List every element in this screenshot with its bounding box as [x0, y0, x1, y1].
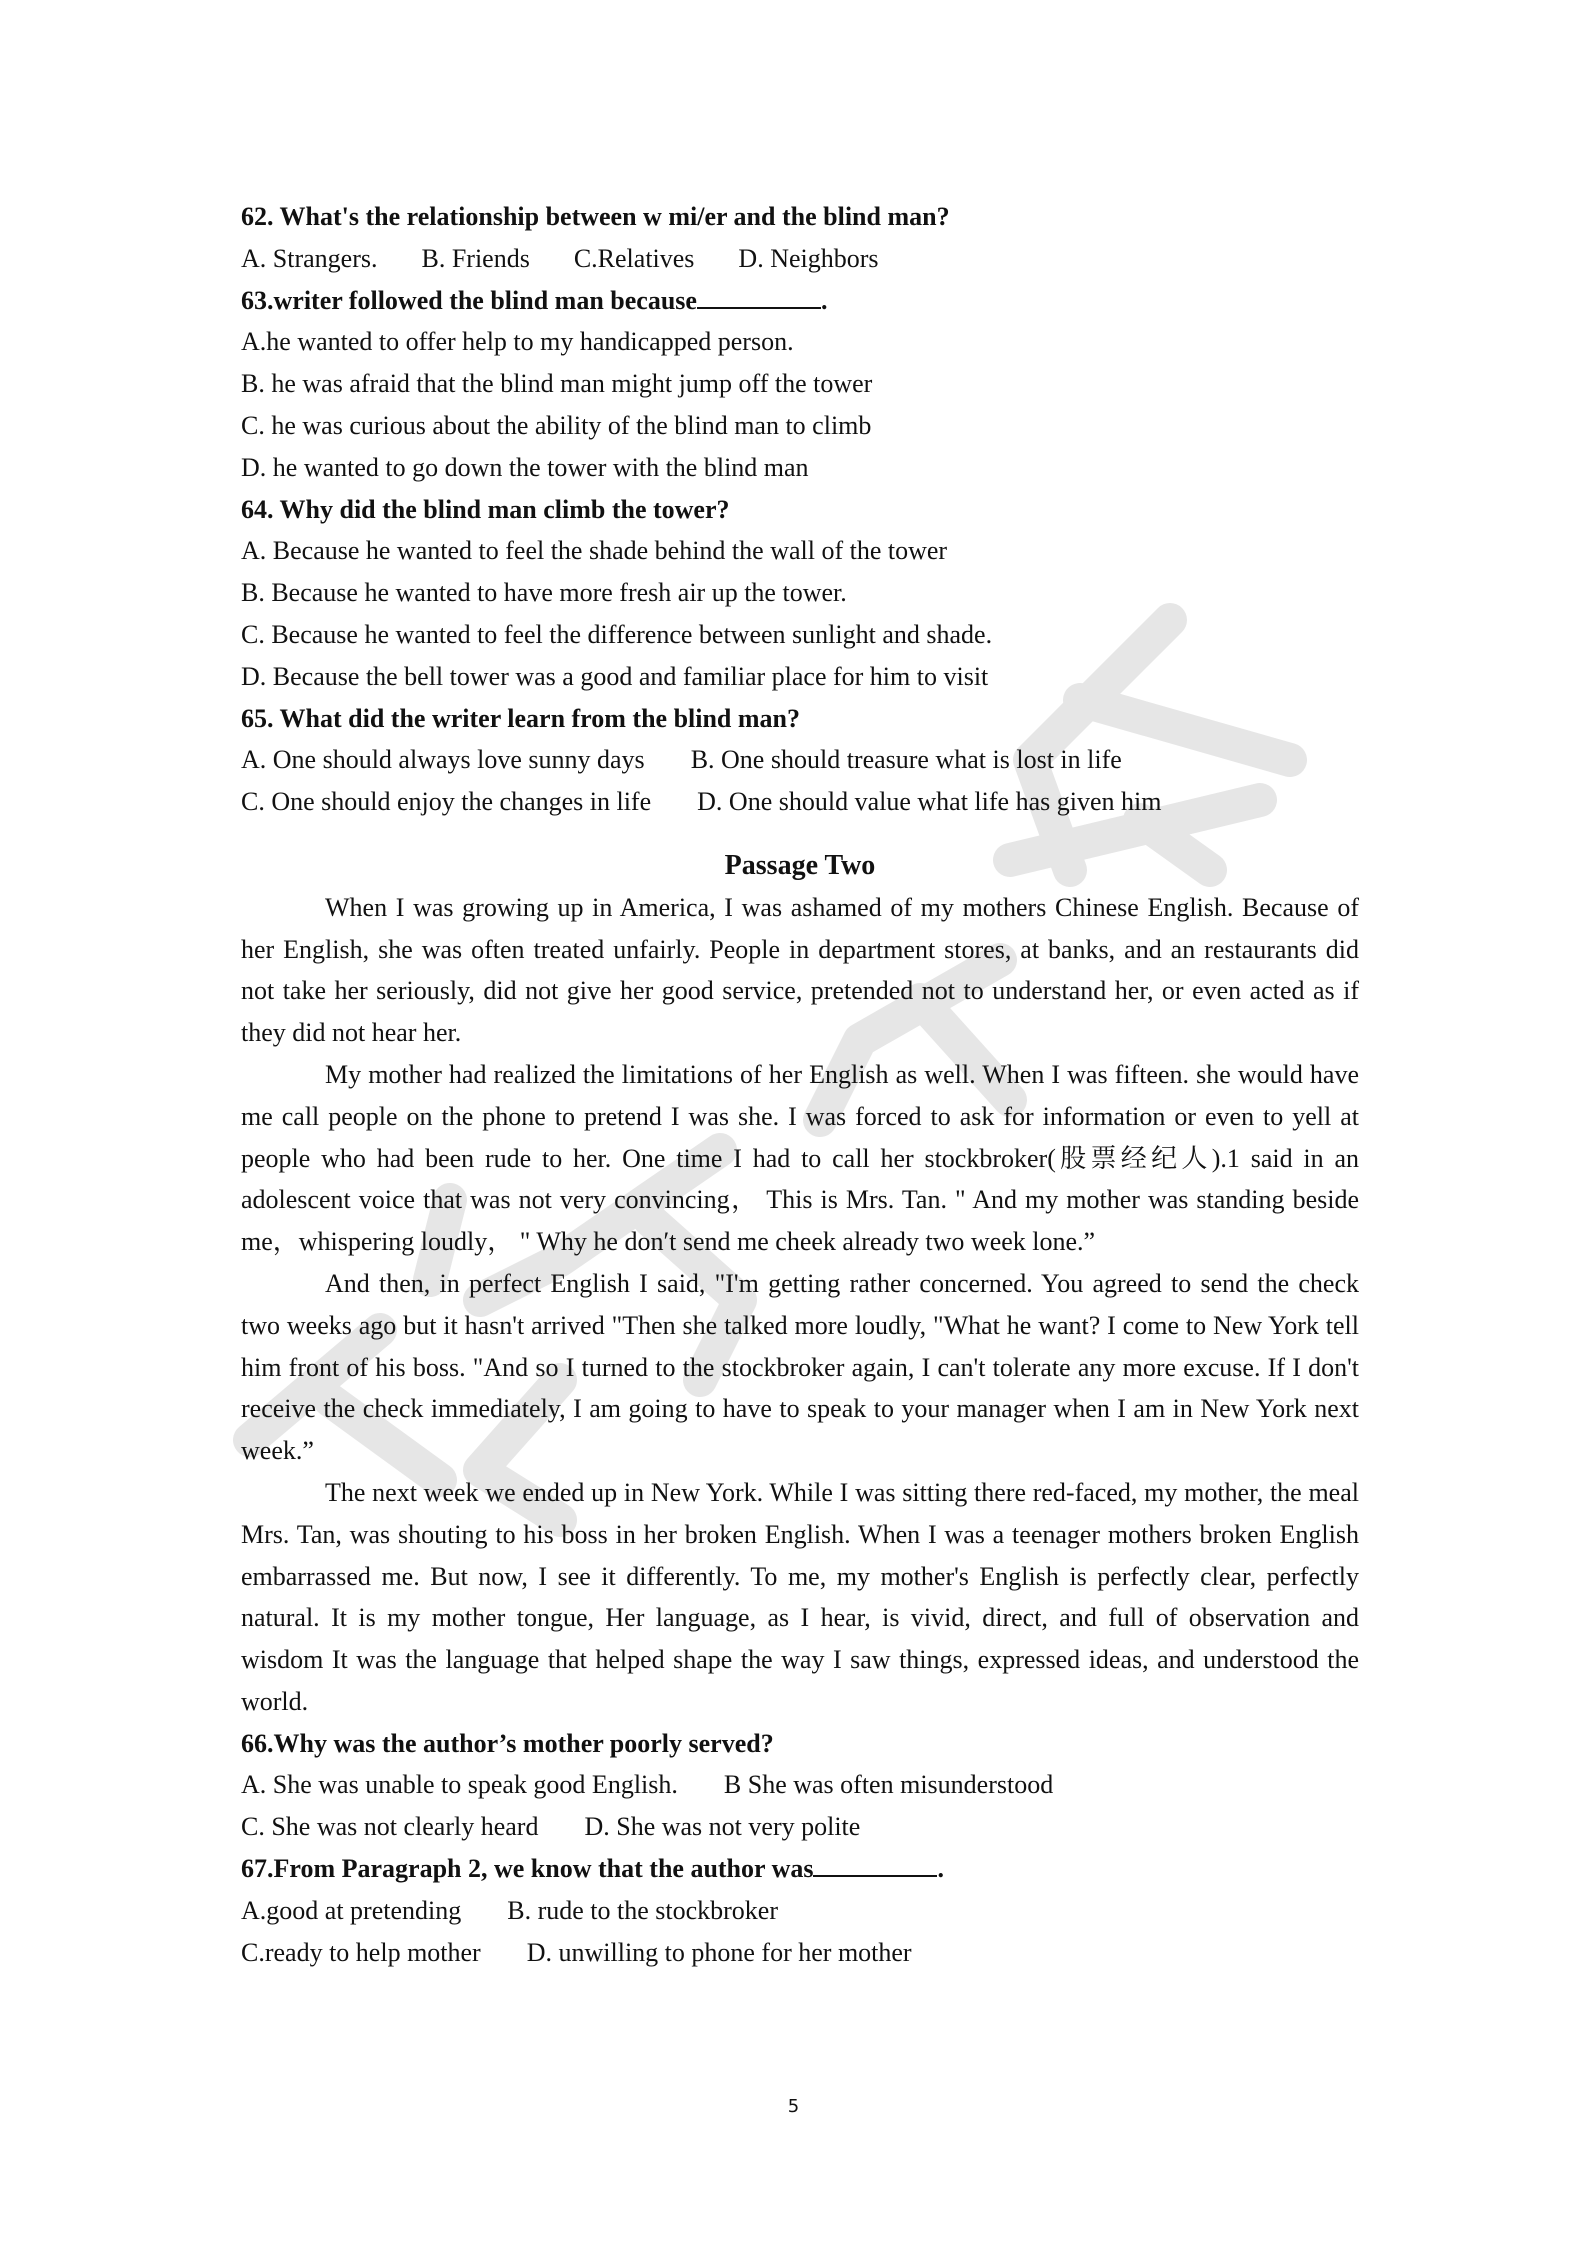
question-stem: 66.Why was the author’s mother poorly served? [241, 1728, 774, 1758]
option: A. Because he wanted to feel the shade behind the wall of the tower [241, 536, 948, 566]
option: B. Because he wanted to have more fresh air up the tower. [241, 578, 847, 608]
option: D. She was not very polite [584, 1812, 861, 1842]
question-stem: 64. Why did the blind man climb the tower? [241, 494, 730, 524]
option: D. Neighbors [738, 243, 879, 273]
option: B. rude to the stockbroker [507, 1895, 778, 1925]
option: B. One should treasure what is lost in life [690, 745, 1122, 775]
option: D. Because the bell tower was a good and familiar place for him to visit [241, 661, 989, 691]
page-number: 5 [787, 2096, 800, 2117]
passage-paragraph: The next week we ended up in New York. While I was sitting there red-faced, my mother, the meal Mrs. Tan, was shouting to his boss in her broken English. When I was a teenager mothers broken English embarrassed me. But now, I see it differently. To me, my mother's English is perfectly clear, perfectly natural. It is my mother tongue, Her language, as I hear, is vivid, direct, and full of observation and wisdom It was the language that helped shape the way I saw things, expressed ideas, and understood the world. [241, 1477, 1359, 1716]
option: D. unwilling to phone for her mother [526, 1937, 912, 1967]
answer-options [241, 1806, 1359, 1848]
question-stem: 63.writer followed the blind man because . [241, 280, 1359, 322]
option: A.he wanted to offer help to my handicapped person. [241, 327, 794, 357]
option: B She was often misunderstood [723, 1770, 1054, 1800]
option: A. One should always love sunny days [241, 745, 645, 775]
passage-paragraph: And then, in perfect English I said, "I'm getting rather concerned. You agreed to send the check two weeks ago but it hasn't arrived "Then she talked more loudly, "What he want? I come to New York tell him front of his boss. "And so I turned to the stockbroker again, I can't tolerate any more excuse. If I don't receive the check immediately, I am going to have to speak to your manager when I am in New York next week.” [241, 1268, 1359, 1466]
option: C.Relatives [573, 243, 695, 273]
question-stem: 67.From Paragraph 2, we know that the author was . [241, 1848, 1359, 1890]
option: A. Strangers. [241, 243, 378, 273]
passage-title: Passage Two [724, 849, 876, 881]
option: B. Friends [421, 243, 530, 273]
option: C. Because he wanted to feel the difference between sunlight and shade. [241, 619, 993, 649]
option: C. She was not clearly heard [241, 1812, 539, 1842]
option: B. he was afraid that the blind man might jump off the tower [241, 369, 873, 399]
option: D. One should value what life has given him [697, 787, 1162, 817]
option: A.good at pretending [241, 1895, 462, 1925]
option: A. She was unable to speak good English. [241, 1770, 678, 1800]
answer-options [241, 1890, 1359, 1932]
option: D. he wanted to go down the tower with the blind man [241, 452, 809, 482]
answer-options [241, 238, 1359, 280]
answer-options [241, 781, 1359, 823]
question-stem: 62. What's the relationship between w mi/er and the blind man? [241, 202, 950, 231]
option: C. he was curious about the ability of the blind man to climb [241, 410, 872, 440]
answer-options [241, 1764, 1359, 1806]
answer-blank [697, 283, 821, 309]
answer-options [241, 1932, 1359, 1974]
option: C.ready to help mother [241, 1937, 481, 1967]
question-stem: 65. What did the writer learn from the blind man? [241, 703, 801, 733]
passage-paragraph: My mother had realized the limitations of her English as well. When I was fifteen. she would have me call people on the phone to pretend I was she. I was forced to ask for information or even to yell at people who had been rude to her. One time I had to call her stockbroker(股票经纪人).1 said in an adolescent voice that was not very convincing， This is Mrs. Tan. " And my mother was standing beside me，whispering loudly， " Why he don′t send me cheek already two week lone.” [241, 1059, 1359, 1257]
document-body [241, 196, 1359, 1973]
answer-options [241, 739, 1359, 781]
passage-paragraph: When I was growing up in America, I was ashamed of my mothers Chinese English. Because of her English, she was often treated unfairly. People in department stores, at banks, and an restaurants did not take her seriously, did not give her good service, pretended not to understand her, or even acted as if they did not hear her. [241, 892, 1359, 1048]
answer-blank [813, 1851, 937, 1877]
option: C. One should enjoy the changes in life [241, 787, 652, 817]
